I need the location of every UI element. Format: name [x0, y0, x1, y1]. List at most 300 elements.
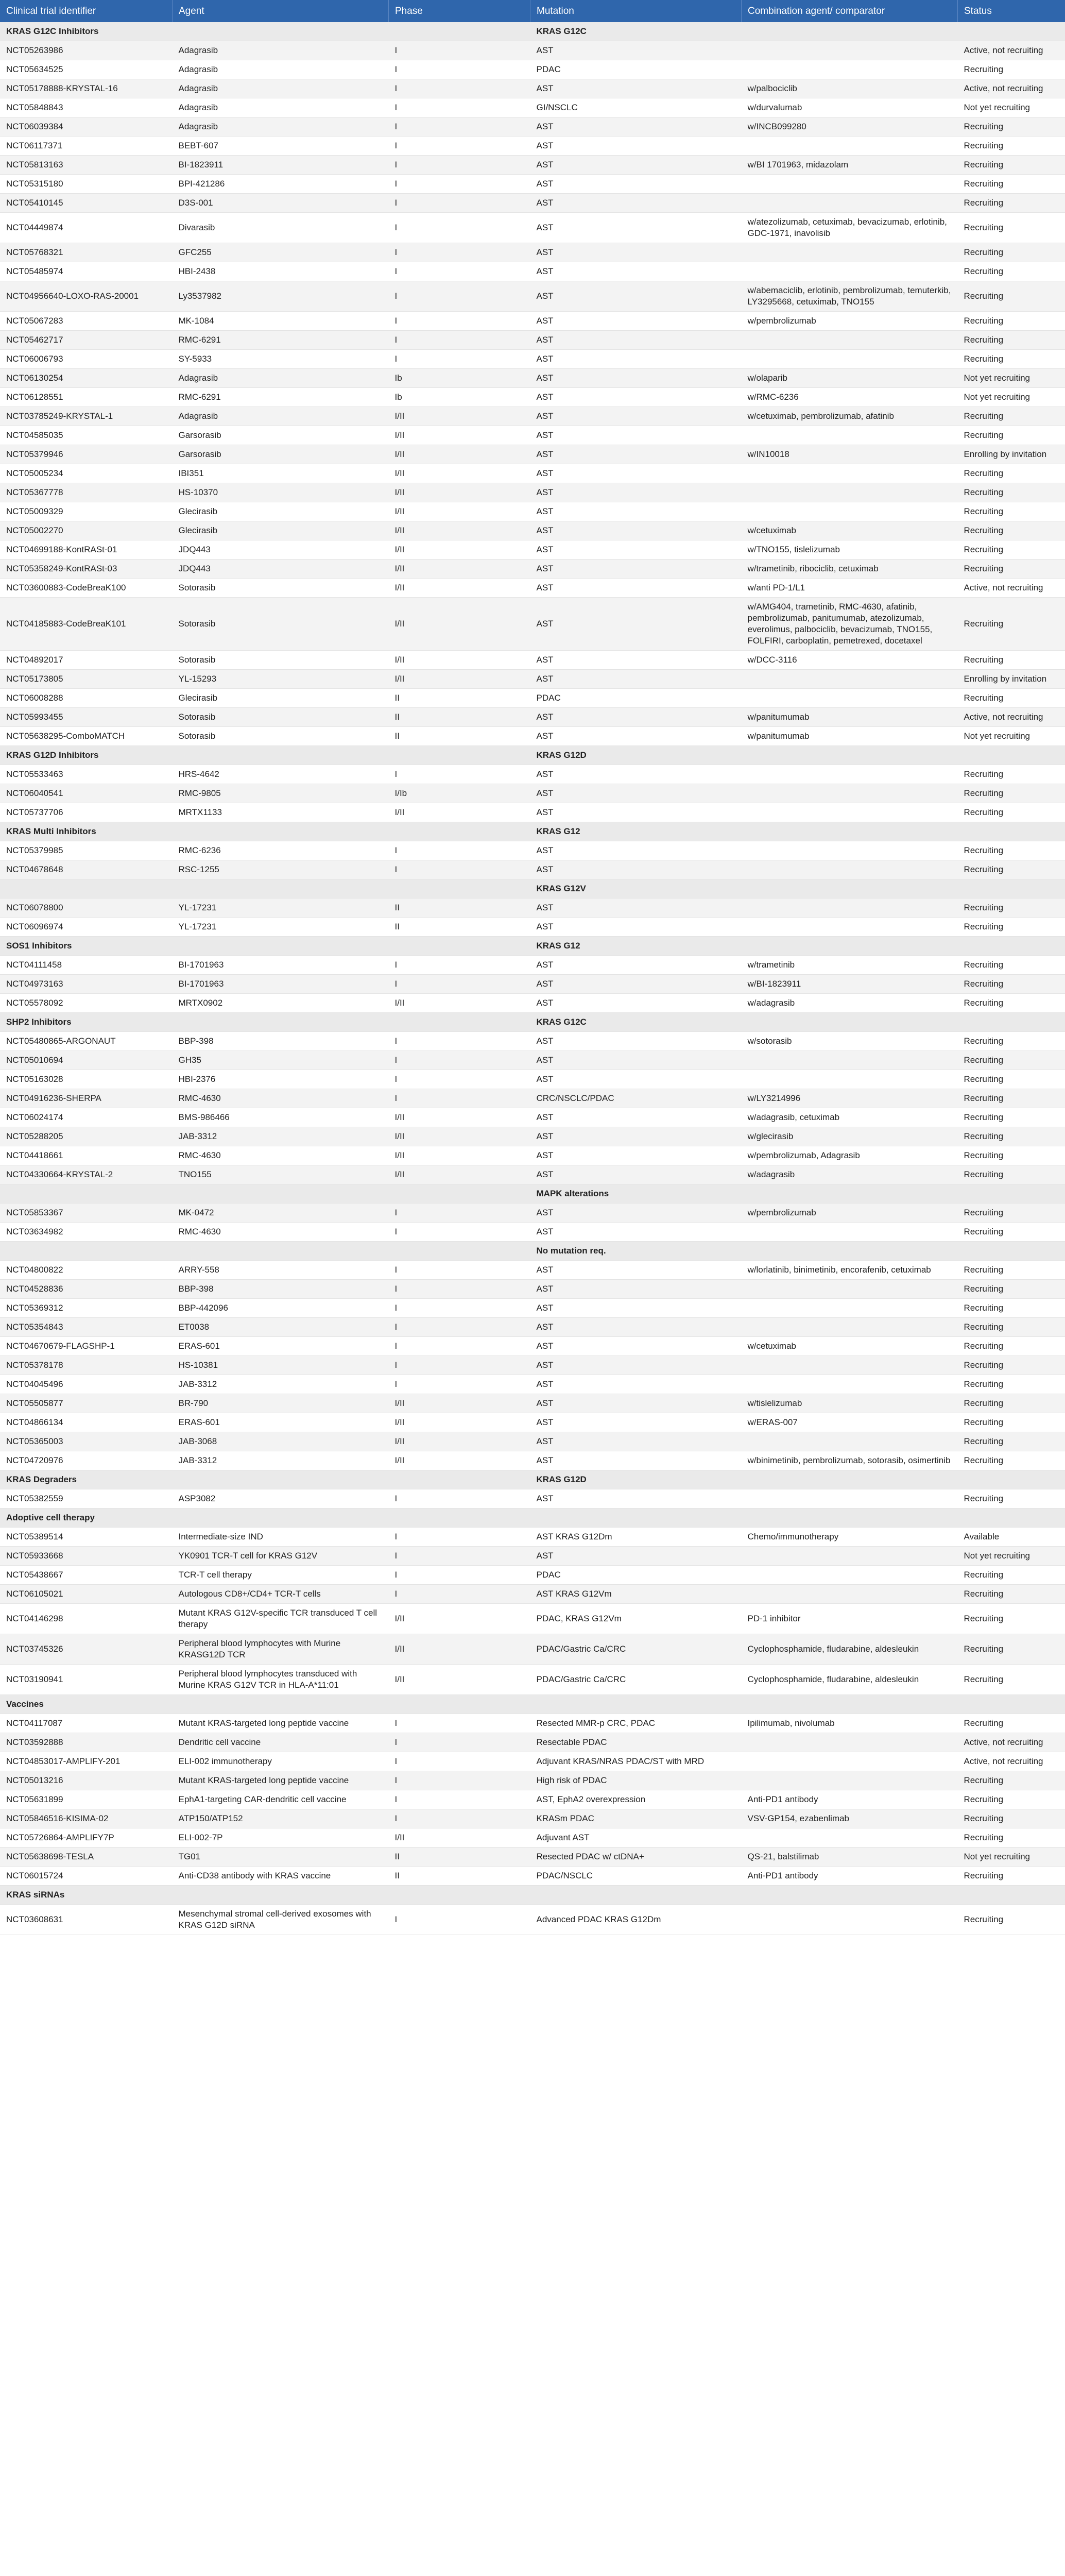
trial-identifier-cell: NCT05768321 — [0, 243, 173, 262]
combination-cell: QS-21, balstilimab — [742, 1848, 958, 1867]
table-row — [0, 1867, 1065, 1886]
status-cell: Not yet recruiting — [958, 369, 1065, 388]
table-row — [0, 803, 1065, 822]
agent-cell: SY-5933 — [173, 350, 389, 369]
agent-cell: RMC-9805 — [173, 784, 389, 803]
combination-cell — [742, 918, 958, 937]
trial-identifier-cell: NCT05315180 — [0, 175, 173, 194]
trial-identifier-cell: KRAS Multi Inhibitors — [0, 822, 173, 841]
trial-identifier-cell: NCT05726864-AMPLIFY7P — [0, 1828, 173, 1848]
phase-cell: I/II — [389, 426, 530, 445]
table-row — [0, 1108, 1065, 1127]
combination-cell — [742, 937, 958, 956]
header-status: Status — [958, 0, 1065, 22]
table-row — [0, 1261, 1065, 1280]
phase-cell: I — [389, 117, 530, 137]
phase-cell — [389, 822, 530, 841]
agent-cell: ELI-002 immunotherapy — [173, 1752, 389, 1771]
combination-cell: PD-1 inhibitor — [742, 1604, 958, 1634]
status-cell: Recruiting — [958, 1089, 1065, 1108]
mutation-cell: AST — [530, 281, 742, 312]
combination-cell — [742, 262, 958, 281]
header-combination: Combination agent/ comparator — [742, 0, 958, 22]
trial-identifier-cell: NCT05462717 — [0, 331, 173, 350]
phase-cell: I — [389, 331, 530, 350]
combination-cell — [742, 1695, 958, 1714]
mutation-cell: Resected PDAC w/ ctDNA+ — [530, 1848, 742, 1867]
phase-cell — [389, 22, 530, 41]
phase-cell: I/II — [389, 1451, 530, 1470]
combination-cell: w/cetuximab — [742, 521, 958, 540]
mutation-cell: AST — [530, 350, 742, 369]
phase-cell: II — [389, 899, 530, 918]
status-cell: Recruiting — [958, 1905, 1065, 1935]
mutation-cell: KRAS G12V — [530, 879, 742, 899]
agent-cell: BR-790 — [173, 1394, 389, 1413]
agent-cell: ASP3082 — [173, 1489, 389, 1509]
trial-identifier-cell: NCT05379946 — [0, 445, 173, 464]
phase-cell: II — [389, 689, 530, 708]
trial-identifier-cell: SHP2 Inhibitors — [0, 1013, 173, 1032]
status-cell: Available — [958, 1528, 1065, 1547]
phase-cell: II — [389, 1867, 530, 1886]
status-cell: Recruiting — [958, 689, 1065, 708]
agent-cell: BI-1701963 — [173, 975, 389, 994]
combination-cell — [742, 464, 958, 483]
status-cell: Recruiting — [958, 1165, 1065, 1184]
trial-identifier-cell: NCT03190941 — [0, 1665, 173, 1695]
status-cell: Recruiting — [958, 803, 1065, 822]
agent-cell: TCR-T cell therapy — [173, 1566, 389, 1585]
phase-cell: I — [389, 1905, 530, 1935]
status-cell: Recruiting — [958, 1634, 1065, 1665]
combination-cell — [742, 1771, 958, 1790]
combination-cell — [742, 60, 958, 79]
phase-cell: I — [389, 98, 530, 117]
phase-cell: I — [389, 1070, 530, 1089]
agent-cell: BI-1701963 — [173, 956, 389, 975]
phase-cell — [389, 1470, 530, 1489]
mutation-cell: AST — [530, 312, 742, 331]
phase-cell: I — [389, 1771, 530, 1790]
combination-cell — [742, 1299, 958, 1318]
status-cell: Active, not recruiting — [958, 1752, 1065, 1771]
table-row — [0, 1299, 1065, 1318]
combination-cell — [742, 784, 958, 803]
status-cell: Not yet recruiting — [958, 388, 1065, 407]
trial-identifier-cell: NCT04916236-SHERPA — [0, 1089, 173, 1108]
agent-cell: Sotorasib — [173, 579, 389, 598]
combination-cell: w/AMG404, trametinib, RMC-4630, afatinib, pembrolizumab, panitumumab, atezolizumab, everolimus, palbociclib, bevacizumab, TNO155, FOLFIRI, carboplatin, pemetrexed, docetaxel — [742, 598, 958, 651]
mutation-cell: AST — [530, 560, 742, 579]
phase-cell: I/II — [389, 560, 530, 579]
trial-identifier-cell: NCT06130254 — [0, 369, 173, 388]
combination-cell — [742, 1432, 958, 1451]
trial-identifier-cell: NCT03745326 — [0, 1634, 173, 1665]
status-cell: Recruiting — [958, 1070, 1065, 1089]
trial-identifier-cell: NCT04720976 — [0, 1451, 173, 1470]
agent-cell: Divarasib — [173, 213, 389, 243]
trial-identifier-cell: NCT06105021 — [0, 1585, 173, 1604]
phase-cell: I — [389, 975, 530, 994]
status-cell: Recruiting — [958, 1032, 1065, 1051]
combination-cell: w/anti PD-1/L1 — [742, 579, 958, 598]
header-trial-identifier: Clinical trial identifier — [0, 0, 173, 22]
agent-cell: Mutant KRAS G12V-specific TCR transduced T cell therapy — [173, 1604, 389, 1634]
phase-cell: I — [389, 1089, 530, 1108]
agent-cell: Adagrasib — [173, 60, 389, 79]
phase-cell: I/II — [389, 1394, 530, 1413]
combination-cell — [742, 483, 958, 502]
mutation-cell: AST — [530, 1165, 742, 1184]
section-header-row — [0, 22, 1065, 41]
trial-identifier-cell: NCT04892017 — [0, 651, 173, 670]
status-cell: Recruiting — [958, 1432, 1065, 1451]
phase-cell: I — [389, 79, 530, 98]
status-cell: Recruiting — [958, 521, 1065, 540]
phase-cell: I — [389, 1566, 530, 1585]
table-row — [0, 1733, 1065, 1752]
table-row — [0, 1089, 1065, 1108]
combination-cell: VSV-GP154, ezabenlimab — [742, 1809, 958, 1828]
agent-cell: Sotorasib — [173, 708, 389, 727]
mutation-cell: PDAC — [530, 689, 742, 708]
agent-cell: GFC255 — [173, 243, 389, 262]
agent-cell: Peripheral blood lymphocytes transduced with Murine KRAS G12V TCR in HLA-A*11:01 — [173, 1665, 389, 1695]
phase-cell: I — [389, 1261, 530, 1280]
table-row — [0, 1337, 1065, 1356]
mutation-cell: AST — [530, 1413, 742, 1432]
phase-cell — [389, 1509, 530, 1528]
combination-cell — [742, 1223, 958, 1242]
combination-cell — [742, 1051, 958, 1070]
status-cell: Recruiting — [958, 1451, 1065, 1470]
agent-cell: MRTX0902 — [173, 994, 389, 1013]
phase-cell: I — [389, 137, 530, 156]
mutation-cell: PDAC — [530, 60, 742, 79]
status-cell: Active, not recruiting — [958, 708, 1065, 727]
agent-cell: JAB-3312 — [173, 1451, 389, 1470]
combination-cell — [742, 1547, 958, 1566]
table-row — [0, 521, 1065, 540]
section-header-row — [0, 746, 1065, 765]
trial-identifier-cell: NCT05631899 — [0, 1790, 173, 1809]
table-row — [0, 727, 1065, 746]
agent-cell: RMC-4630 — [173, 1089, 389, 1108]
agent-cell: ERAS-601 — [173, 1413, 389, 1432]
agent-cell: MK-0472 — [173, 1204, 389, 1223]
agent-cell: Mutant KRAS-targeted long peptide vaccine — [173, 1714, 389, 1733]
trial-identifier-cell: NCT06006793 — [0, 350, 173, 369]
phase-cell: I — [389, 1547, 530, 1566]
status-cell: Recruiting — [958, 175, 1065, 194]
table-row — [0, 117, 1065, 137]
mutation-cell: AST — [530, 918, 742, 937]
phase-cell: I/II — [389, 1665, 530, 1695]
trial-identifier-cell: NCT05578092 — [0, 994, 173, 1013]
status-cell: Recruiting — [958, 956, 1065, 975]
mutation-cell: AST — [530, 1032, 742, 1051]
table-row — [0, 765, 1065, 784]
trial-identifier-cell: NCT04528836 — [0, 1280, 173, 1299]
table-row — [0, 1451, 1065, 1470]
agent-cell: RMC-6291 — [173, 388, 389, 407]
table-row — [0, 1413, 1065, 1432]
mutation-cell: AST — [530, 784, 742, 803]
combination-cell — [742, 426, 958, 445]
status-cell — [958, 937, 1065, 956]
status-cell — [958, 822, 1065, 841]
agent-cell: Autologous CD8+/CD4+ TCR-T cells — [173, 1585, 389, 1604]
table-row — [0, 1585, 1065, 1604]
status-cell: Recruiting — [958, 60, 1065, 79]
combination-cell: w/DCC-3116 — [742, 651, 958, 670]
status-cell: Recruiting — [958, 1375, 1065, 1394]
combination-cell: w/tislelizumab — [742, 1394, 958, 1413]
status-cell: Recruiting — [958, 331, 1065, 350]
combination-cell: w/adagrasib — [742, 994, 958, 1013]
agent-cell: Garsorasib — [173, 426, 389, 445]
table-row — [0, 1432, 1065, 1451]
agent-cell — [173, 1242, 389, 1261]
agent-cell: EphA1-targeting CAR-dendritic cell vaccine — [173, 1790, 389, 1809]
trial-identifier-cell: Adoptive cell therapy — [0, 1509, 173, 1528]
mutation-cell: AST — [530, 1356, 742, 1375]
combination-cell: w/LY3214996 — [742, 1089, 958, 1108]
table-row — [0, 350, 1065, 369]
trial-identifier-cell: NCT05005234 — [0, 464, 173, 483]
trial-identifier-cell: NCT05163028 — [0, 1070, 173, 1089]
status-cell: Active, not recruiting — [958, 579, 1065, 598]
mutation-cell: AST — [530, 331, 742, 350]
combination-cell — [742, 1356, 958, 1375]
mutation-cell: AST — [530, 175, 742, 194]
header-agent: Agent — [173, 0, 389, 22]
status-cell: Recruiting — [958, 1809, 1065, 1828]
table-row — [0, 426, 1065, 445]
phase-cell: I — [389, 281, 530, 312]
status-cell: Recruiting — [958, 243, 1065, 262]
trial-identifier-cell: NCT05263986 — [0, 41, 173, 60]
mutation-cell: AST — [530, 1489, 742, 1509]
trial-identifier-cell: NCT04449874 — [0, 213, 173, 243]
phase-cell: I/II — [389, 1828, 530, 1848]
trial-identifier-cell: NCT06039384 — [0, 117, 173, 137]
phase-cell: I — [389, 1714, 530, 1733]
combination-cell — [742, 1733, 958, 1752]
phase-cell: I — [389, 1032, 530, 1051]
mutation-cell: AST — [530, 765, 742, 784]
agent-cell: Adagrasib — [173, 98, 389, 117]
status-cell — [958, 1013, 1065, 1032]
phase-cell: I — [389, 1790, 530, 1809]
mutation-cell: KRAS G12 — [530, 822, 742, 841]
trial-identifier-cell — [0, 879, 173, 899]
status-cell: Recruiting — [958, 1413, 1065, 1432]
mutation-cell: AST — [530, 1146, 742, 1165]
status-cell: Recruiting — [958, 1108, 1065, 1127]
mutation-cell: AST — [530, 426, 742, 445]
table-row — [0, 262, 1065, 281]
agent-cell — [173, 22, 389, 41]
header-mutation: Mutation — [530, 0, 742, 22]
phase-cell — [389, 879, 530, 899]
status-cell: Recruiting — [958, 1585, 1065, 1604]
agent-cell: JAB-3312 — [173, 1127, 389, 1146]
phase-cell: I/II — [389, 1146, 530, 1165]
agent-cell: ET0038 — [173, 1318, 389, 1337]
status-cell: Recruiting — [958, 426, 1065, 445]
table-row — [0, 1634, 1065, 1665]
mutation-cell: Resectable PDAC — [530, 1733, 742, 1752]
combination-cell: w/binimetinib, pembrolizumab, sotorasib, osimertinib — [742, 1451, 958, 1470]
mutation-cell: KRAS G12D — [530, 746, 742, 765]
mutation-cell: AST — [530, 651, 742, 670]
trial-identifier-cell: NCT03634982 — [0, 1223, 173, 1242]
trial-identifier-cell: NCT05638295-ComboMATCH — [0, 727, 173, 746]
table-row — [0, 899, 1065, 918]
trial-identifier-cell: NCT04330664-KRYSTAL-2 — [0, 1165, 173, 1184]
phase-cell: I — [389, 1752, 530, 1771]
phase-cell: I — [389, 1318, 530, 1337]
phase-cell — [389, 1886, 530, 1905]
phase-cell — [389, 746, 530, 765]
trial-identifier-cell: NCT05533463 — [0, 765, 173, 784]
phase-cell: I — [389, 1337, 530, 1356]
trial-identifier-cell: KRAS G12D Inhibitors — [0, 746, 173, 765]
phase-cell: I — [389, 1223, 530, 1242]
mutation-cell: CRC/NSCLC/PDAC — [530, 1089, 742, 1108]
agent-cell: RSC-1255 — [173, 860, 389, 879]
table-row — [0, 502, 1065, 521]
status-cell: Enrolling by invitation — [958, 445, 1065, 464]
agent-cell: Dendritic cell vaccine — [173, 1733, 389, 1752]
phase-cell: I — [389, 1528, 530, 1547]
trial-identifier-cell: NCT04866134 — [0, 1413, 173, 1432]
phase-cell: Ib — [389, 388, 530, 407]
trial-identifier-cell: NCT05358249-KontRASt-03 — [0, 560, 173, 579]
table-row — [0, 1165, 1065, 1184]
table-row — [0, 1356, 1065, 1375]
trial-identifier-cell: NCT06008288 — [0, 689, 173, 708]
agent-cell: YL-17231 — [173, 899, 389, 918]
status-cell: Recruiting — [958, 560, 1065, 579]
mutation-cell: AST — [530, 1108, 742, 1127]
trial-identifier-cell: NCT04973163 — [0, 975, 173, 994]
combination-cell — [742, 1070, 958, 1089]
agent-cell: Mesenchymal stromal cell-derived exosomes with KRAS G12D siRNA — [173, 1905, 389, 1935]
agent-cell — [173, 937, 389, 956]
phase-cell — [389, 1695, 530, 1714]
trial-identifier-cell: NCT04800822 — [0, 1261, 173, 1280]
trial-identifier-cell: NCT05288205 — [0, 1127, 173, 1146]
mutation-cell: AST — [530, 1127, 742, 1146]
combination-cell — [742, 1509, 958, 1528]
trial-identifier-cell: NCT05354843 — [0, 1318, 173, 1337]
combination-cell: Chemo/immunotherapy — [742, 1528, 958, 1547]
agent-cell: Ly3537982 — [173, 281, 389, 312]
mutation-cell: AST — [530, 243, 742, 262]
table-row — [0, 1547, 1065, 1566]
mutation-cell: AST — [530, 1394, 742, 1413]
phase-cell: I/II — [389, 1127, 530, 1146]
agent-cell: GH35 — [173, 1051, 389, 1070]
trial-identifier-cell: NCT05013216 — [0, 1771, 173, 1790]
table-row — [0, 369, 1065, 388]
trial-identifier-cell: NCT03608631 — [0, 1905, 173, 1935]
agent-cell — [173, 1509, 389, 1528]
mutation-cell: AST — [530, 579, 742, 598]
phase-cell — [389, 937, 530, 956]
agent-cell — [173, 1470, 389, 1489]
phase-cell: I/II — [389, 1165, 530, 1184]
header-row — [0, 0, 1065, 22]
table-row — [0, 1752, 1065, 1771]
agent-cell: ARRY-558 — [173, 1261, 389, 1280]
phase-cell: I — [389, 194, 530, 213]
mutation-cell: KRAS G12 — [530, 937, 742, 956]
table-row — [0, 194, 1065, 213]
table-row — [0, 1566, 1065, 1585]
phase-cell: I — [389, 841, 530, 860]
trial-identifier-cell: NCT06040541 — [0, 784, 173, 803]
mutation-cell: AST — [530, 213, 742, 243]
trial-identifier-cell: NCT04146298 — [0, 1604, 173, 1634]
status-cell: Recruiting — [958, 502, 1065, 521]
combination-cell: w/durvalumab — [742, 98, 958, 117]
status-cell: Recruiting — [958, 194, 1065, 213]
combination-cell — [742, 879, 958, 899]
table-row — [0, 560, 1065, 579]
trial-identifier-cell: NCT04111458 — [0, 956, 173, 975]
table-row — [0, 1375, 1065, 1394]
agent-cell: TNO155 — [173, 1165, 389, 1184]
agent-cell: BPI-421286 — [173, 175, 389, 194]
table-row — [0, 98, 1065, 117]
combination-cell — [742, 243, 958, 262]
trial-identifier-cell: NCT05438667 — [0, 1566, 173, 1585]
mutation-cell: AST KRAS G12Vm — [530, 1585, 742, 1604]
combination-cell — [742, 1752, 958, 1771]
agent-cell: ERAS-601 — [173, 1337, 389, 1356]
combination-cell — [742, 1318, 958, 1337]
mutation-cell: AST — [530, 407, 742, 426]
phase-cell: I/II — [389, 651, 530, 670]
table-row — [0, 407, 1065, 426]
mutation-cell: AST — [530, 1337, 742, 1356]
agent-cell: RMC-4630 — [173, 1146, 389, 1165]
combination-cell: Anti-PD1 antibody — [742, 1790, 958, 1809]
status-cell: Not yet recruiting — [958, 1547, 1065, 1566]
agent-cell: YL-17231 — [173, 918, 389, 937]
phase-cell: I — [389, 765, 530, 784]
status-cell: Active, not recruiting — [958, 1733, 1065, 1752]
status-cell: Recruiting — [958, 1665, 1065, 1695]
phase-cell: I — [389, 1280, 530, 1299]
phase-cell: I — [389, 956, 530, 975]
mutation-cell: PDAC, KRAS G12Vm — [530, 1604, 742, 1634]
status-cell — [958, 1184, 1065, 1204]
table-body — [0, 22, 1065, 1935]
trial-identifier-cell: KRAS G12C Inhibitors — [0, 22, 173, 41]
mutation-cell: AST — [530, 1299, 742, 1318]
phase-cell: I/II — [389, 521, 530, 540]
trial-identifier-cell: NCT05367778 — [0, 483, 173, 502]
agent-cell: HRS-4642 — [173, 765, 389, 784]
phase-cell: I/Ib — [389, 784, 530, 803]
table-row — [0, 579, 1065, 598]
mutation-cell: AST — [530, 1070, 742, 1089]
